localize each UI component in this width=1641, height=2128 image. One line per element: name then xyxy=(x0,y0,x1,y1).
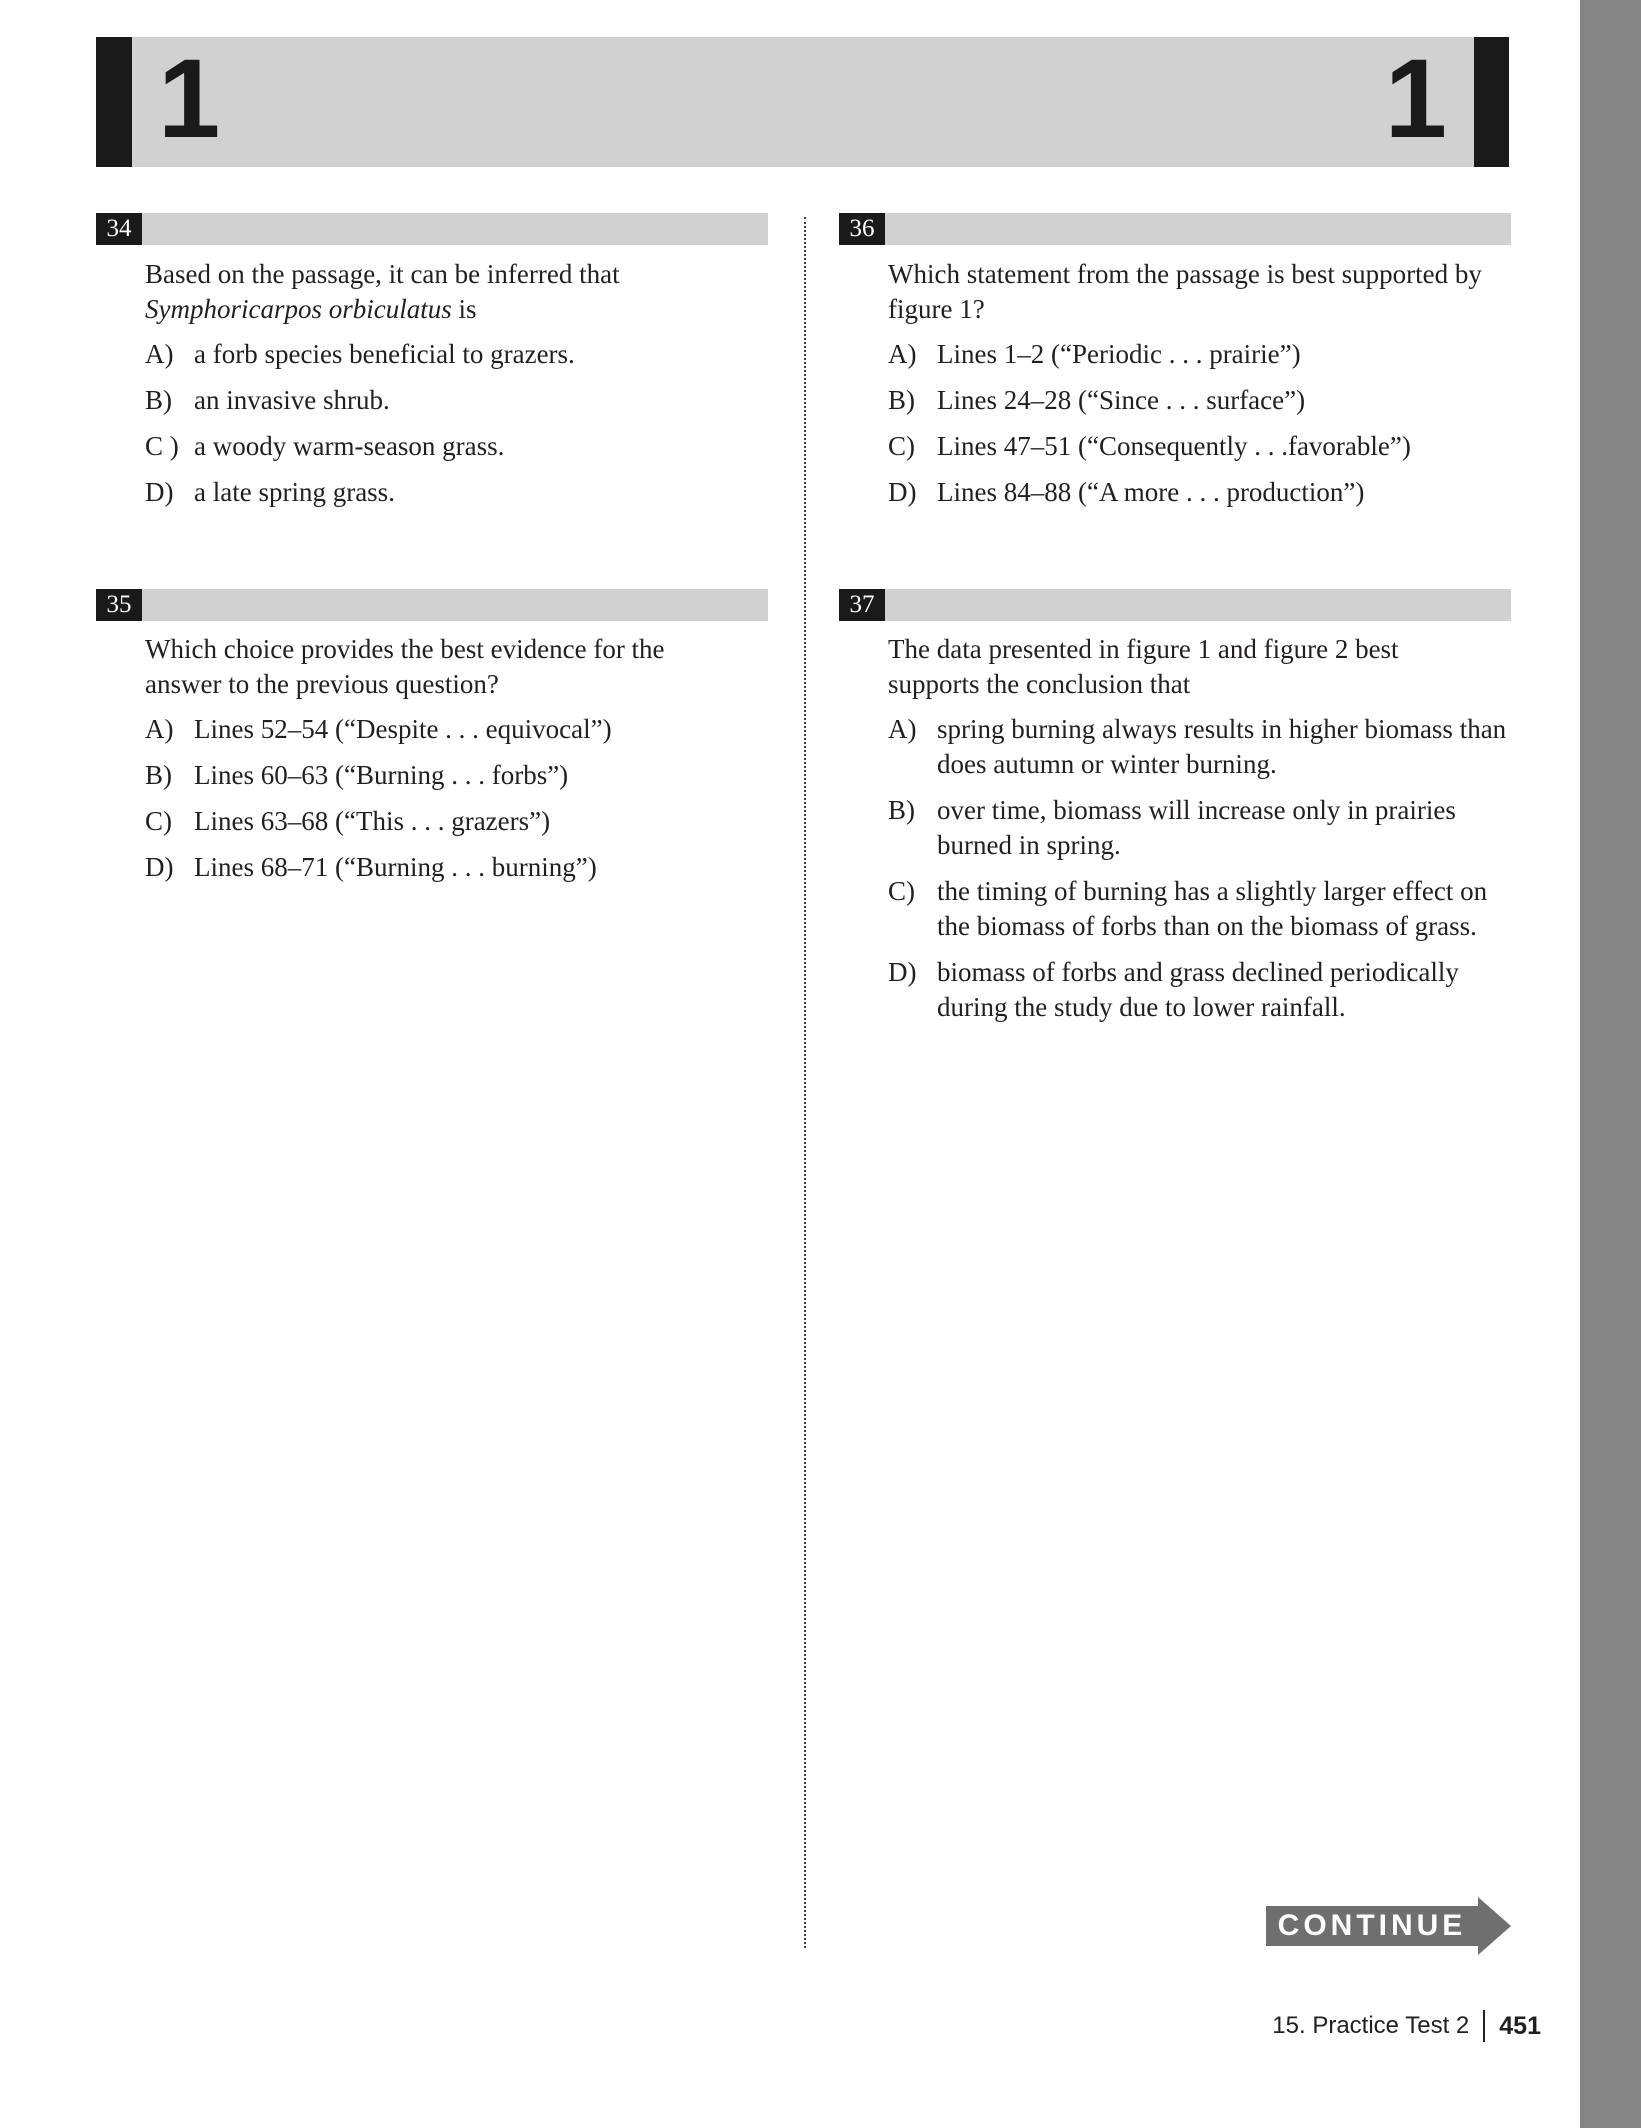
option-letter: A) xyxy=(888,339,917,369)
page-edge-tab xyxy=(1580,0,1641,2128)
question-number: 36 xyxy=(839,213,885,245)
option-text: Lines 60–63 (“Burning . . . forbs”) xyxy=(194,760,569,790)
answer-option-d[interactable] xyxy=(888,475,1488,510)
option-text: Lines 24–28 (“Since . . . surface”) xyxy=(937,385,1306,415)
question-stem: The data presented in figure 1 and figure 2 best supports the conclusion that xyxy=(888,634,1399,699)
option-letter: C) xyxy=(145,806,172,836)
question-stem: Which choice provides the best evidence for the answer to the previous question? xyxy=(145,634,665,699)
option-letter: D) xyxy=(888,477,917,507)
option-text: Lines 1–2 (“Periodic . . . prairie”) xyxy=(937,339,1301,369)
stem-tail: is xyxy=(451,294,477,324)
question-bar-35 xyxy=(96,589,768,621)
arrow-right-icon xyxy=(1478,1897,1511,1955)
option-text: a late spring grass. xyxy=(194,477,395,507)
column-divider xyxy=(804,217,806,1948)
option-letter: A) xyxy=(888,714,917,744)
section-number-right: 1 xyxy=(1384,36,1447,161)
answer-option-a[interactable] xyxy=(888,712,1513,782)
option-text: a woody warm-season grass. xyxy=(194,431,505,461)
option-letter: D) xyxy=(145,477,174,507)
header-left-bar xyxy=(96,37,132,167)
page-footer xyxy=(1272,2010,1541,2042)
answer-option-b[interactable] xyxy=(888,383,1488,418)
answer-option-d[interactable] xyxy=(888,955,1513,1025)
answer-option-a[interactable] xyxy=(145,337,765,372)
question-34 xyxy=(145,257,765,521)
question-stem xyxy=(145,257,765,327)
question-bar-34 xyxy=(96,213,768,245)
question-35 xyxy=(145,632,745,896)
answer-option-c[interactable] xyxy=(888,429,1488,464)
option-text: Lines 68–71 (“Burning . . . burning”) xyxy=(194,852,597,882)
page-number: 451 xyxy=(1499,2011,1541,2040)
question-number: 34 xyxy=(96,213,142,245)
option-letter: C) xyxy=(888,431,915,461)
answer-option-c[interactable] xyxy=(145,804,745,839)
option-letter: A) xyxy=(145,339,174,369)
option-letter: D) xyxy=(145,852,174,882)
question-stem: Which statement from the passage is best supported by figure 1? xyxy=(888,259,1482,324)
answer-option-c[interactable] xyxy=(145,429,765,464)
option-letter: C ) xyxy=(145,431,179,461)
option-letter: D) xyxy=(888,957,917,987)
question-number: 35 xyxy=(96,589,142,621)
stem-italic: Symphoricarpos orbiculatus xyxy=(145,294,452,324)
question-36 xyxy=(888,257,1488,521)
option-letter: B) xyxy=(145,385,172,415)
option-text: a forb species beneficial to grazers. xyxy=(194,339,575,369)
option-letter: B) xyxy=(145,760,172,790)
footer-separator xyxy=(1483,2010,1485,2042)
question-bar-36 xyxy=(839,213,1511,245)
answer-option-d[interactable] xyxy=(145,850,745,885)
option-letter: A) xyxy=(145,714,174,744)
option-text: Lines 52–54 (“Despite . . . equivocal”) xyxy=(194,714,612,744)
answer-option-b[interactable] xyxy=(145,383,765,418)
answer-option-a[interactable] xyxy=(145,712,745,747)
section-header xyxy=(96,37,1509,167)
continue-label: CONTINUE xyxy=(1266,1906,1478,1946)
option-letter: B) xyxy=(888,385,915,415)
question-37 xyxy=(888,632,1513,1036)
header-right-bar xyxy=(1474,37,1509,167)
option-letter: C) xyxy=(888,876,915,906)
answer-option-b[interactable] xyxy=(145,758,745,793)
continue-arrow xyxy=(1266,1897,1511,1954)
answer-option-a[interactable] xyxy=(888,337,1488,372)
option-text: spring burning always results in higher biomass than does autumn or winter burning. xyxy=(937,714,1507,779)
option-letter: B) xyxy=(888,795,915,825)
option-text: over time, biomass will increase only in prairies burned in spring. xyxy=(937,795,1456,860)
stem-text: Based on the passage, it can be inferred that xyxy=(145,259,620,289)
chapter-label: 15. Practice Test 2 xyxy=(1272,2012,1470,2039)
option-text: biomass of forbs and grass declined periodically during the study due to lower rainfall. xyxy=(937,957,1459,1022)
answer-option-b[interactable] xyxy=(888,793,1513,863)
question-bar-37 xyxy=(839,589,1511,621)
option-text: Lines 47–51 (“Consequently . . .favorable”) xyxy=(937,431,1411,461)
option-text: Lines 84–88 (“A more . . . production”) xyxy=(937,477,1365,507)
section-number-left: 1 xyxy=(158,36,221,161)
answer-option-d[interactable] xyxy=(145,475,765,510)
question-number: 37 xyxy=(839,589,885,621)
answer-option-c[interactable] xyxy=(888,874,1513,944)
option-text: an invasive shrub. xyxy=(194,385,390,415)
option-text: the timing of burning has a slightly larger effect on the biomass of forbs than on the biomass of grass. xyxy=(937,876,1488,941)
option-text: Lines 63–68 (“This . . . grazers”) xyxy=(194,806,551,836)
